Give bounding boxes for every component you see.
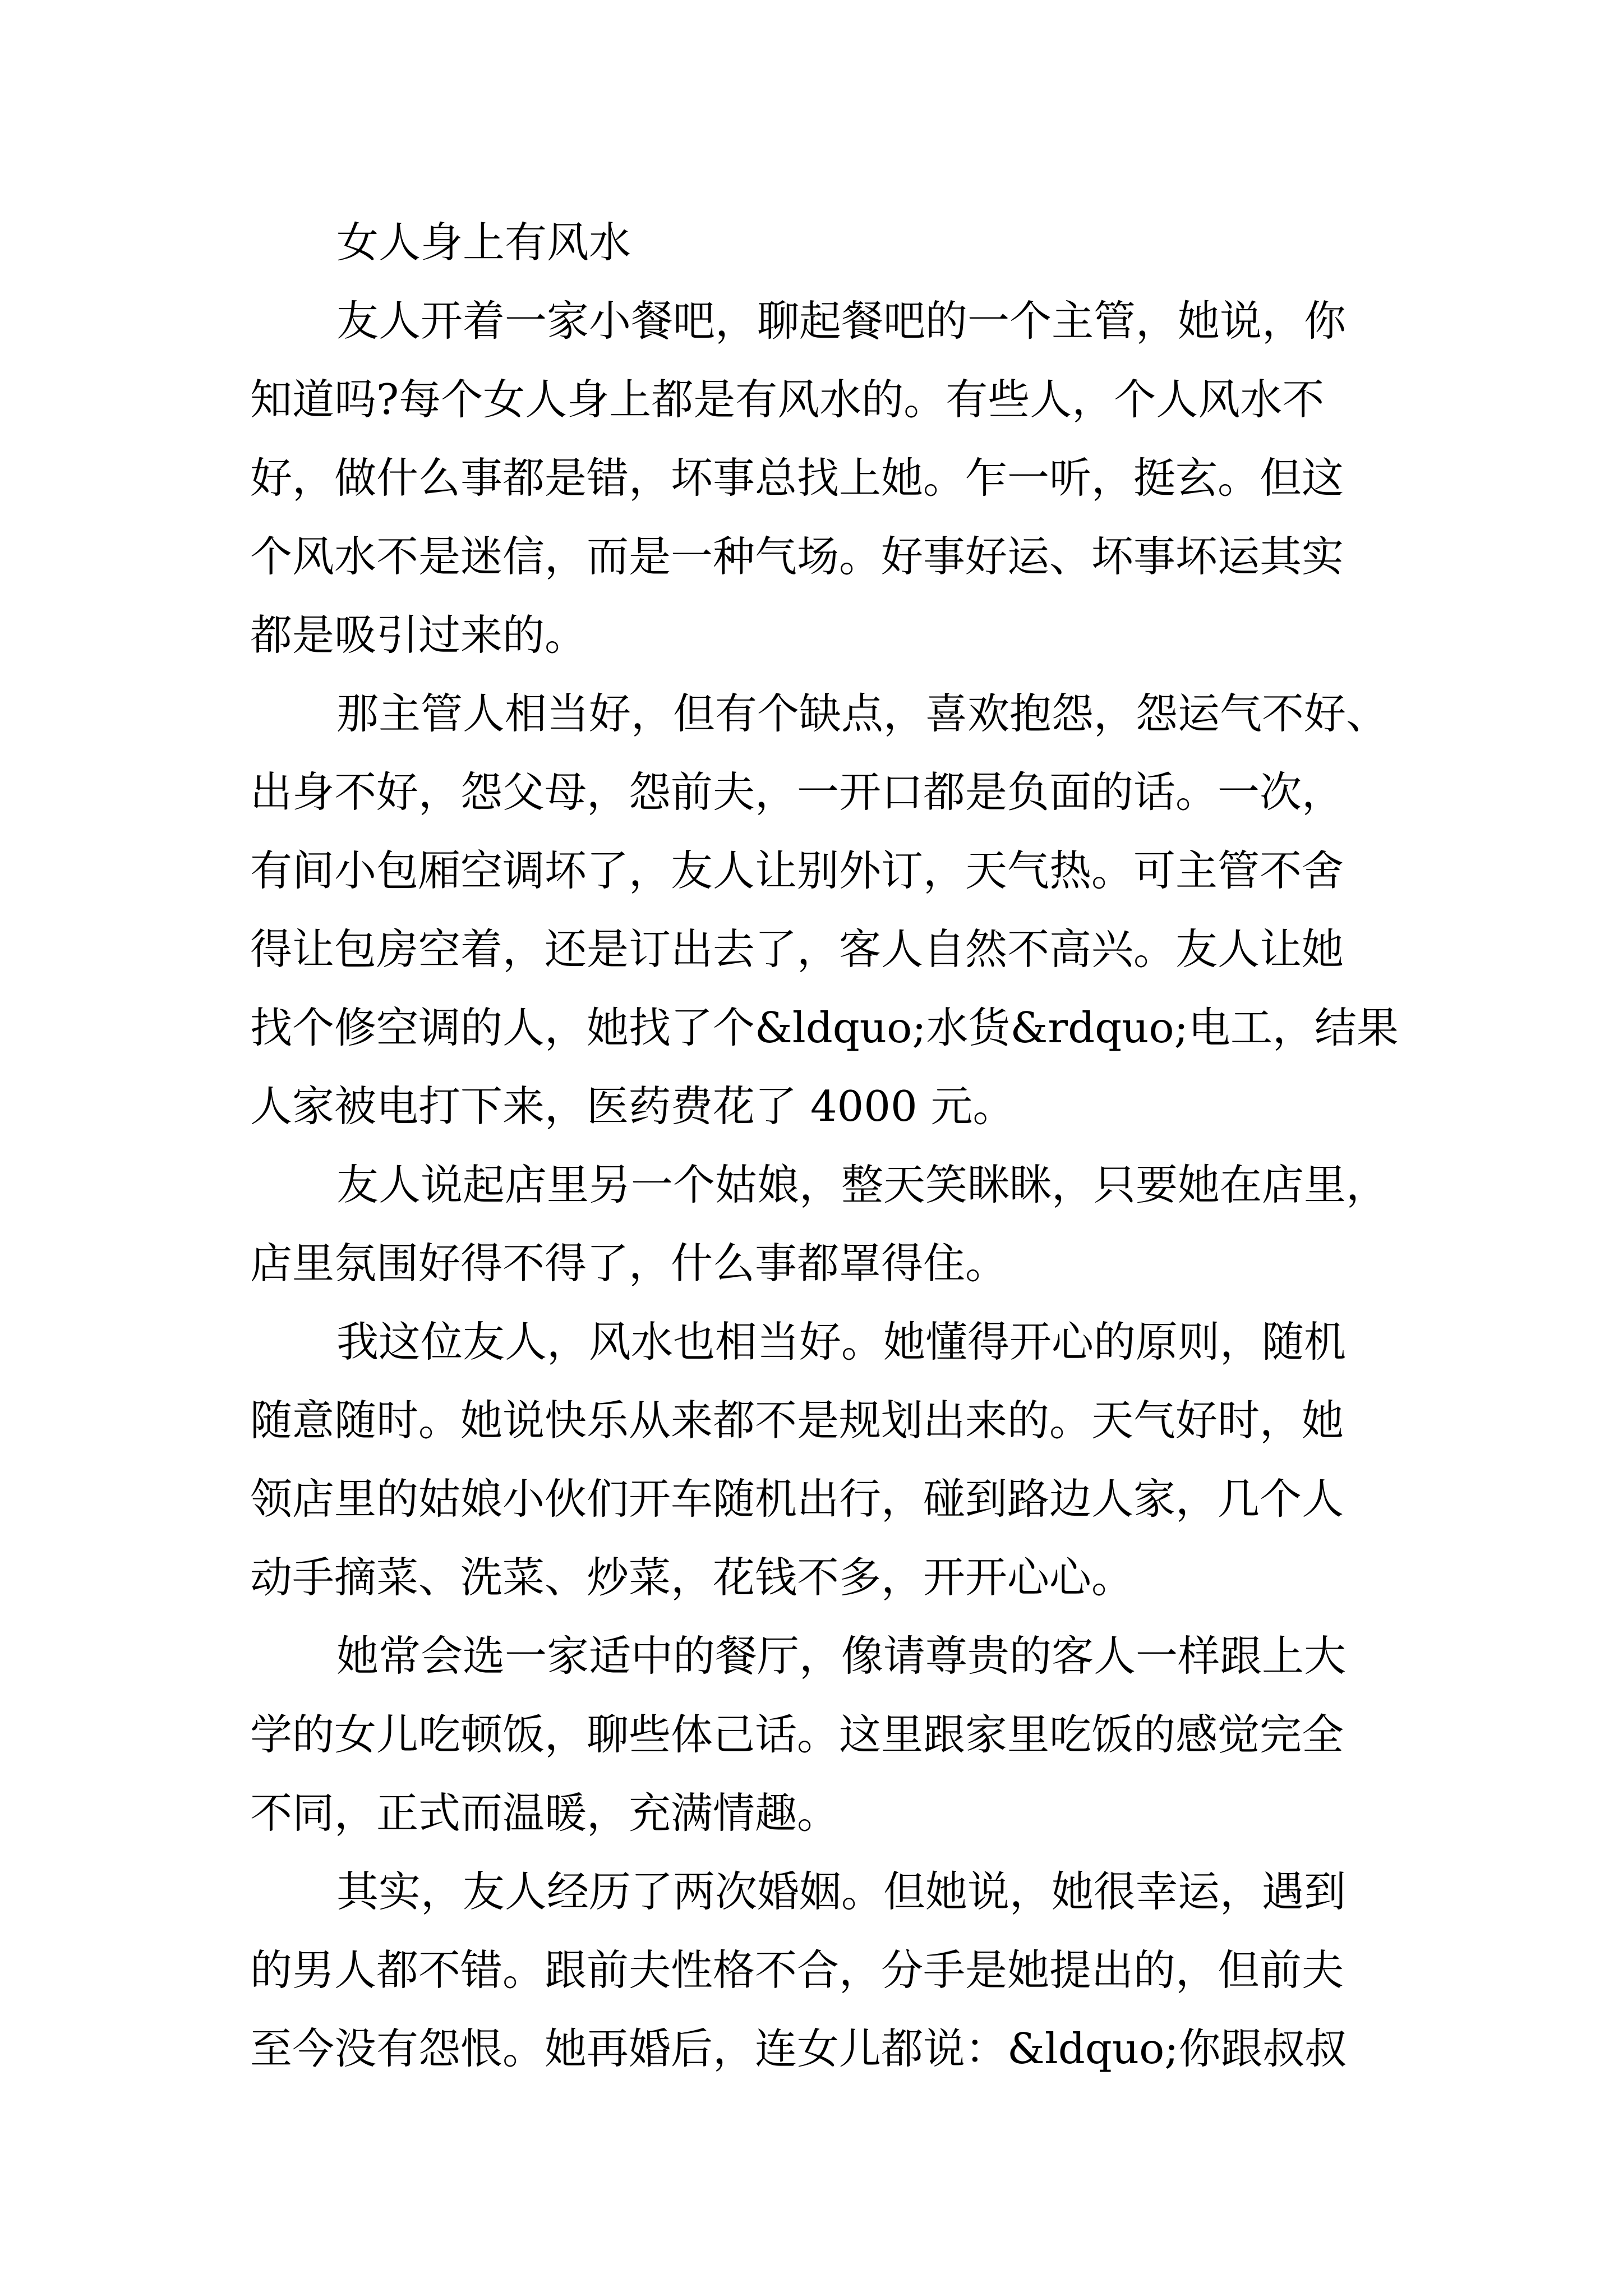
text-line: 动手摘菜、洗菜、炒菜，花钱不多，开开心心。 [250, 1553, 1134, 1602]
text-line: 得让包房空着，还是订出去了，客人自然不高兴。友人让她 [250, 924, 1344, 974]
document-title: 女人身上有风水 [336, 218, 631, 267]
text-line: 好，做什么事都是错，坏事总找上她。乍一听，挺玄。但这 [250, 453, 1344, 503]
text-line: 友人开着一家小餐吧，聊起餐吧的一个主管，她说，你 [336, 296, 1347, 346]
text-line: 出身不好，怨父母，怨前夫，一开口都是负面的话。一次， [250, 767, 1344, 817]
text-line: 都是吸引过来的。 [250, 610, 587, 660]
text-line: 知道吗?每个女人身上都是有风水的。有些人，个人风水不 [250, 375, 1325, 424]
text-line: 店里氛围好得不得了，什么事都罩得住。 [250, 1239, 1008, 1288]
text-line: 人家被电打下来，医药费花了 4000 元。 [250, 1082, 1015, 1131]
text-line: 随意随时。她说快乐从来都不是规划出来的。天气好时，她 [250, 1396, 1344, 1445]
text-line: 友人说起店里另一个姑娘，整天笑眯眯，只要她在店里， [336, 1160, 1389, 1209]
text-line: 我这位友人，风水也相当好。她懂得开心的原则，随机 [336, 1317, 1347, 1366]
text-line: 找个修空调的人，她找了个&ldquo;水货&rdquo;电工，结果 [250, 1003, 1399, 1052]
text-line: 领店里的姑娘小伙们开车随机出行，碰到路边人家，几个人 [250, 1474, 1344, 1524]
text-line: 那主管人相当好，但有个缺点，喜欢抱怨，怨运气不好、 [336, 689, 1389, 738]
text-line: 有间小包厢空调坏了，友人让别外订，天气热。可主管不舍 [250, 846, 1344, 895]
text-line: 个风水不是迷信，而是一种气场。好事好运、坏事坏运其实 [250, 532, 1344, 581]
text-line: 不同，正式而温暖，充满情趣。 [250, 1788, 840, 1838]
text-line: 她常会选一家适中的餐厅，像请尊贵的客人一样跟上大 [336, 1631, 1347, 1681]
text-line: 至今没有怨恨。她再婚后，连女儿都说：&ldquo;你跟叔叔 [250, 2024, 1347, 2073]
text-line: 学的女儿吃顿饭，聊些体己话。这里跟家里吃饭的感觉完全 [250, 1710, 1344, 1759]
text-line: 其实，友人经历了两次婚姻。但她说，她很幸运，遇到 [336, 1867, 1347, 1916]
text-line: 的男人都不错。跟前夫性格不合，分手是她提出的，但前夫 [250, 1945, 1344, 1995]
